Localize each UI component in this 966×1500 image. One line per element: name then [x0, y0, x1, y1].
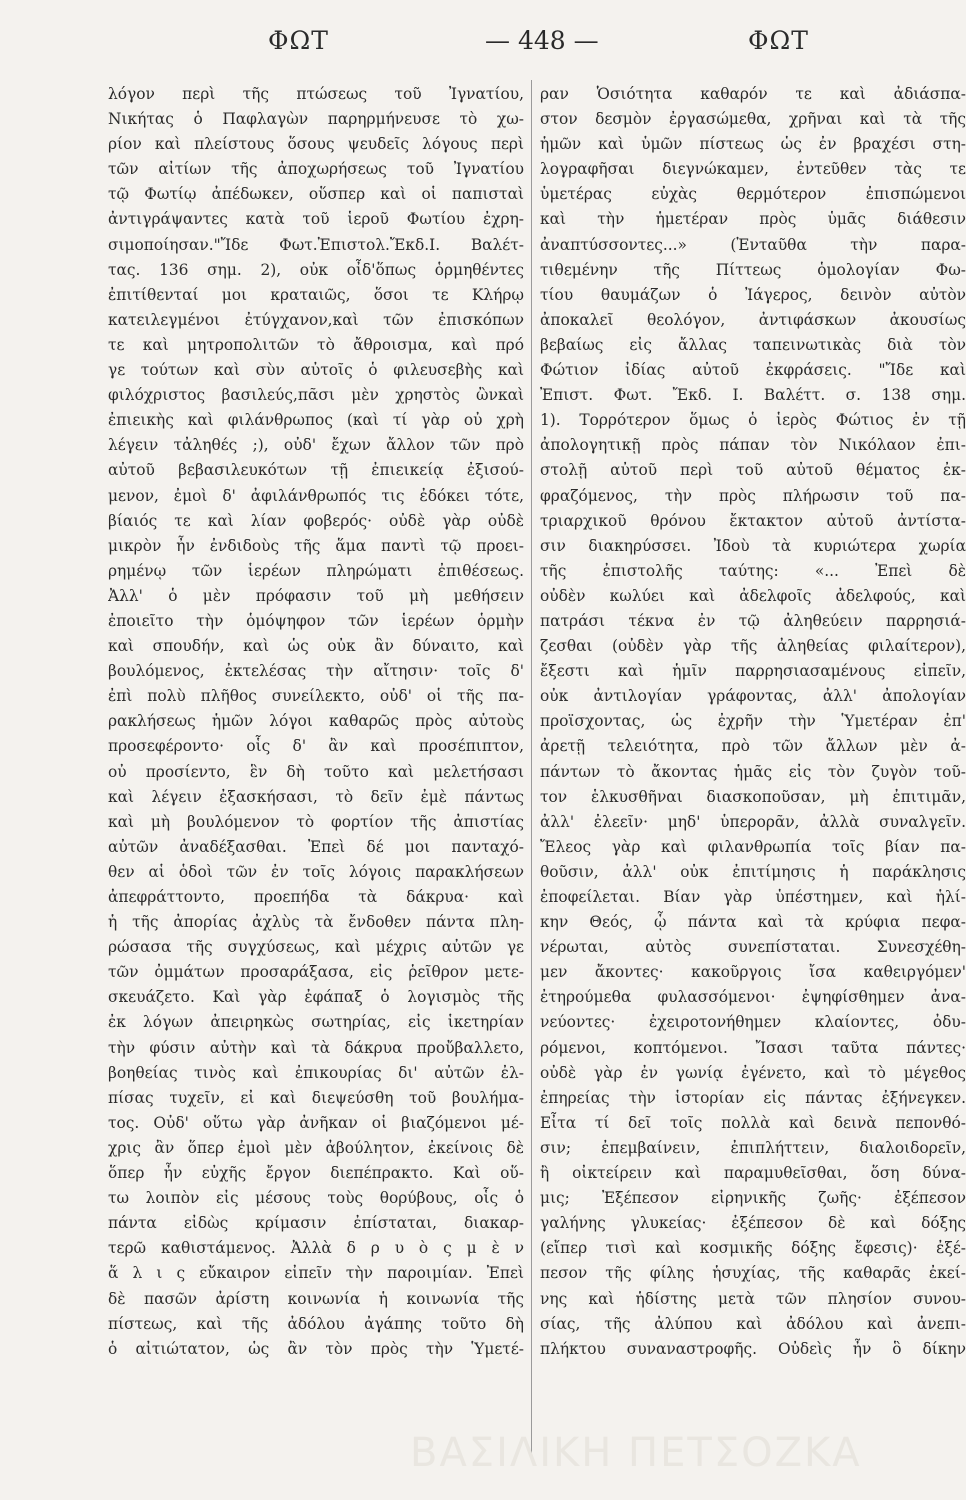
text-line: ἀντιγράψαντες κατὰ τοῦ ἱεροῦ Φωτίου ἐχρη- [108, 210, 524, 229]
text-line: ρίον καὶ πλείστους ὅσους ψευδεῖς λόγους περὶ [108, 135, 524, 154]
text-line: ἡμῶν καὶ ὑμῶν πίστεως ὡς ἐν βραχέσι στη- [540, 135, 966, 154]
text-line: στολῇ αὐτοῦ περὶ τοῦ αὐτοῦ θέματος ἐκ- [540, 461, 966, 480]
text-line: οὐκ ἀντιλογίαν γράφοντας, ἀλλ' ἀπολογίαν [540, 687, 966, 706]
text-line: ἐτηρούμεθα φυλασσόμενοι· ἐψηφίσθημεν ἀνα- [540, 988, 966, 1007]
text-line: ραν Ὁσιότητα καθαρόν τε καὶ ἀδιάσπα- [540, 85, 966, 103]
text-line: πίστεως, καὶ τῆς ἀδόλου ἀγάπης τοῦτο δὴ [108, 1314, 524, 1333]
text-line: πίσας τυχεῖν, εἰ καὶ διεψεύσθη τοῦ βουλήμα- [108, 1088, 524, 1107]
text-line: τῷ Φωτίῳ ἀπέδωκεν, οὕσπερ καὶ οἱ παπισταὶ [108, 185, 524, 204]
text-line: προσεφέροντο· οἷς δ' ἂν καὶ προσέπιπτον, [108, 737, 524, 756]
text-line: θοῦσιν, ἀλλ' οὐκ ἐπιτίμησις ἡ παράκλησις [540, 862, 966, 881]
text-line: τος. Οὐδ' οὕτω γὰρ ἀνῆκαν οἱ βιαζόμενοι μέ- [108, 1113, 524, 1132]
text-line: οὐ προσίεντο, ἓν δὴ τοῦτο καὶ μελετήσασι [108, 762, 524, 781]
text-line: ὁ αἰτιώτατον, ὡς ἂν τὸν πρὸς τὴν Ὑμετέ- [108, 1339, 524, 1358]
text-line: Ἀλλ' ὁ μὲν πρόφασιν τοῦ μὴ μεθήσειν [108, 586, 524, 605]
left-text-column [108, 82, 524, 1462]
text-line: καὶ τὴν ἡμετέραν πρὸς ὑμᾶς διάθεσιν [540, 210, 966, 229]
text-line: προϊσχοντας, ὡς ἐχρῆν τὴν Ὑμετέραν ἐπ' [540, 712, 966, 731]
watermark: ΒΑΣΙΛΙΚΗ ΠΕΤΣΟΖΚΑ [410, 1430, 862, 1476]
text-line: τῶν αἰτίων τῆς ἀποχωρήσεως τοῦ Ἰγνατίου [108, 160, 524, 179]
text-line: σιν διακηρύσσει. Ἰδοὺ τὰ κυριώτερα χωρία [540, 536, 966, 555]
text-line: ἐπιτίθενταί μοι κραταιῶς, ὅσοι τε Κλήρῳ [108, 285, 524, 304]
text-line: σιν; ἐπεμβαίνειν, ἐπιπλήττειν, διαλοιδορεῖν, [540, 1138, 966, 1157]
text-line: τας. 136 σημ. 2), οὐκ οἶδ'ὅπως ὁρμηθέντες [108, 260, 524, 279]
header-left-headword: ΦΩΤ [268, 26, 329, 55]
text-line: ρακλήσεως ἡμῶν λόγοι καθαρῶς πρὸς αὐτοὺς [108, 712, 524, 731]
text-line: ἅ λ ι ς εὔκαιρον εἰπεῖν τὴν παροιμίαν. Ἐπεὶ [108, 1264, 524, 1283]
text-line: ρόμενοι, κοπτόμενοι. Ἴσασι ταῦτα πάντες· [540, 1038, 966, 1057]
text-line: ὅπερ ἦν εὐχῆς ἔργον διεπέπρακτο. Καὶ οὕ- [108, 1164, 524, 1183]
text-line: τον ἑλκυσθῆναι διασκοποῦσαν, μὴ ἐπιτιμᾶν, [540, 787, 966, 806]
text-line: ρώσασα τῆς συγχύσεως, καὶ μέχρις αὐτῶν γε [108, 938, 524, 957]
text-line: τῶν ὀμμάτων προσαράξασα, εἰς ῥεῖθρον μετε- [108, 963, 524, 982]
text-line: πάντα εἰδὼς κρίμασιν ἐπίσταται, διακαρ- [108, 1214, 524, 1233]
text-line: ἐπηρείας τὴν ἱστορίαν εἰς πάντας ἐξήνεγκεν. [540, 1088, 966, 1107]
text-line: γαλήνης γλυκείας· ἐξέπεσον δὲ καὶ δόξης [540, 1214, 966, 1233]
text-line: πατράσι τέκνα ἐν τῷ ἀληθεύειν παρρησιά- [540, 611, 966, 630]
text-line: ἐπιεικὴς καὶ φιλάνθρωπος (καὶ τί γὰρ οὐ χρὴ [108, 411, 524, 430]
text-line: τιθεμένην τῆς Πίττεως ὁμολογίαν Φω- [540, 260, 966, 279]
text-line: πλήκτου συναναστροφῆς. Οὐδεὶς ἦν ὃ δίκην [540, 1339, 966, 1358]
text-line: ἀπολογητικῇ πρὸς πάπαν τὸν Νικόλαον ἐπι- [540, 436, 966, 455]
text-line: ἐκ λόγων ἀπειρηκὼς σωτηρίας, εἰς ἱκετηρίαν [108, 1013, 524, 1032]
text-line: δὲ πασῶν ἀρίστη κοινωνία ἡ κοινωνία τῆς [108, 1289, 524, 1308]
text-line: ἐποφείλεται. Βίαν γὰρ ὑπέστημεν, καὶ ἡλί- [540, 888, 966, 906]
header-right-headword: ΦΩΤ [748, 26, 809, 55]
text-line: ἀναπτύσσοντες...» (Ἐνταῦθα τὴν παρα- [540, 235, 966, 254]
text-line: νέρωται, αὐτὸς συνεπίσταται. Συνεσχέθη- [540, 938, 966, 957]
text-line: ρημένῳ τῶν ἱερέων πληρώματι ἐπιθέσεως. [108, 561, 524, 580]
text-line: ἐποιεῖτο τὴν ὁμόψηφον τῶν ἱερέων ὁρμὴν [108, 611, 524, 630]
text-line: 1). Τορρότερον ὅμως ὁ ἱερὸς Φώτιος ἐν τῇ [540, 411, 966, 430]
text-line: Νικήτας ὁ Παφλαγὼν παρηρμήνευσε τὸ χω- [108, 110, 524, 129]
text-line: νης καὶ ἡδίστης μετὰ τῶν πλησίον συνου- [540, 1289, 966, 1308]
text-line: Φώτιον ἰδίας αὐτοῦ ἐκφράσεις. "Ἴδε καὶ [540, 361, 966, 380]
text-line: σιμοποίησαν."Ἴδε Φωτ.Ἐπιστολ.Ἔκδ.Ι. Βαλέτ- [108, 235, 524, 254]
text-line: καὶ λέγειν ἐξασκήσασι, τὸ δεῖν ἐμὲ πάντως [108, 787, 524, 806]
text-line: μις; Ἐξέπεσον εἰρηνικῆς ζωῆς· ἐξέπεσον [540, 1189, 966, 1208]
text-line: βεβαίως εἰς ἄλλας ταπεινωτικὰς διὰ τὸν [540, 335, 966, 354]
text-line: ἀρετῇ τελειότητα, πρὸ τῶν ἄλλων μὲν ἀ- [540, 737, 966, 756]
text-line: τριαρχικοῦ θρόνου ἔκτακτον αὐτοῦ ἀντίστα- [540, 511, 966, 530]
page-header [0, 26, 966, 66]
text-line: καὶ σπουδήν, καὶ ὡς οὐκ ἂν δύναιτο, καὶ [108, 637, 524, 656]
text-line: πάντων τὸ ἄκοντας ἡμᾶς εἰς τὸν ζυγὸν τοῦ- [540, 762, 966, 781]
text-line: τίου θαυμάζων ὁ Ἰάγερος, δεινὸν αὐτὸν [540, 285, 966, 304]
text-line: λογραφῆσαι διεγνώκαμεν, ἐντεῦθεν τὰς τε [540, 160, 966, 179]
text-line: ἀπεφράττοντο, προεπήδα τὰ δάκρυα· καὶ [108, 888, 524, 906]
text-line: χρις ἂν ὅπερ ἐμοὶ μὲν ἀβούλητον, ἐκείνοις δὲ [108, 1138, 524, 1157]
text-line: τερῶ καθιστάμενος. Ἀλλὰ δ ρ υ ὸ ς μ ὲ ν [108, 1239, 524, 1258]
text-line: αὐτοῦ βεβασιλευκότων τῇ ἐπιεικείᾳ ἐξισού- [108, 461, 524, 480]
text-line: οὐδὲν κωλύει καὶ ἀδελφοῖς ἀδελφούς, καὶ [540, 586, 966, 605]
text-line: οὐδὲ γὰρ ἐν γωνίᾳ ἐγένετο, καὶ τὸ μέγεθος [540, 1063, 966, 1082]
text-line: θεν αἱ ὁδοὶ τῶν ἐν τοῖς λόγοις παρακλήσεων [108, 862, 524, 881]
text-line: καὶ μὴ βουλόμενον τὸ φορτίον τῆς ἀπιστίας [108, 812, 524, 831]
text-line: λόγον περὶ τῆς πτώσεως τοῦ Ἰγνατίου, [108, 85, 524, 103]
text-line: ἀλλ' ἐλεεῖν· μηδ' ὑπερορᾶν, ἀλλὰ συναλγεῖν. [540, 812, 966, 831]
text-line: μενον, ἐμοὶ δ' ἀφιλάνθρωπός τις ἐδόκει τότε, [108, 486, 524, 505]
right-text-column [540, 82, 966, 1462]
text-line: βίαιός τε καὶ λίαν φοβερός· οὐδὲ γὰρ οὐδὲ [108, 511, 524, 530]
text-line: κην Θεός, ᾧ πάντα καὶ τὰ κρύφια πεφα- [540, 913, 966, 932]
text-line: ζεσθαι (οὐδὲν γὰρ τῆς ἀληθείας φιλαίτερον), [540, 637, 966, 656]
text-line: αὐτῶν ἀναδέξασθαι. Ἐπεὶ δέ μοι πανταχό- [108, 837, 524, 856]
text-line: Ἔλεος γὰρ καὶ φιλανθρωπία τοῖς βίαν πα- [540, 837, 966, 856]
text-line: σίας, τῆς ἀλύπου καὶ ἀδόλου καὶ ἀνεπι- [540, 1314, 966, 1333]
text-line: τὴν φύσιν αὐτὴν καὶ τὰ δάκρυα προὔβαλλετο, [108, 1038, 524, 1057]
text-line: νεύοντες· ἐχειροτονήθημεν κλαίοντες, ὀδυ- [540, 1013, 966, 1032]
text-line: φιλόχριστος βασιλεύς,πᾶσι μὲν χρηστὸς ὢνκαὶ [108, 386, 524, 405]
text-line: λέγειν τἀληθές ;), οὐδ' ἔχων ἄλλον τῶν πρὸ [108, 436, 524, 455]
text-line: (εἴπερ τισὶ καὶ κοσμικῆς δόξης ἔφεσις)· ἐξέ- [540, 1239, 966, 1258]
text-line: τῆς ἐπιστολῆς ταύτης: «... Ἐπεὶ δὲ [540, 561, 966, 580]
text-line: Ἐπιστ. Φωτ. Ἔκδ. Ι. Βαλέττ. σ. 138 σημ. [540, 386, 966, 405]
text-line: μικρὸν ἦν ἐνδιδοὺς τῆς ἅμα παντὶ τῷ προει- [108, 536, 524, 555]
text-line: κατειλεγμένοι ἐτύγχανον,καὶ τῶν ἐπισκόπων [108, 310, 524, 329]
text-line: τω λοιπὸν εἰς μέσους τοὺς θορύβους, οἷς ὁ [108, 1189, 524, 1208]
text-line: τε καὶ μητροπολιτῶν τὸ ἄθροισμα, καὶ πρό [108, 335, 524, 354]
text-line: γε τούτων καὶ σὺν αὐτοῖς ὁ φιλευσεβὴς καὶ [108, 361, 524, 380]
text-line: πεσον τῆς φίλης ἡσυχίας, τῆς καθαρᾶς ἐκεί- [540, 1264, 966, 1283]
text-line: ἢ οἰκτείρειν καὶ παραμυθεῖσθαι, ὅση δύνα- [540, 1164, 966, 1183]
text-line: Εἶτα τί δεῖ τοῖς πολλὰ καὶ δεινὰ πεπονθό- [540, 1113, 966, 1132]
text-line: φραζόμενος, τὴν πρὸς πλήρωσιν τοῦ πα- [540, 486, 966, 505]
text-line: στον δεσμὸν ἐργασώμεθα, χρῆναι καὶ τὰ τῆς [540, 110, 966, 129]
text-line: σκευάζετο. Καὶ γὰρ ἐφάπαξ ὁ λογισμὸς τῆς [108, 988, 524, 1007]
page-number: — 448 — [485, 26, 599, 55]
text-line: ἐπὶ πολὺ πλῆθος συνείλεκτο, οὐδ' οἱ τῆς πα- [108, 687, 524, 706]
text-line: ἀποκαλεῖ θεολόγον, ἀντιφάσκων ἀκουσίως [540, 310, 966, 329]
text-line: βοηθείας τινὸς καὶ ἐπικουρίας δι' αὐτῶν ἐλ- [108, 1063, 524, 1082]
text-line: βουλόμενος, ἐκτελέσας τὴν αἴτησιν· τοῖς δ' [108, 662, 524, 681]
column-divider [531, 80, 532, 1460]
text-line: ὑμετέρας εὐχὰς θερμότερον ἐπισπώμενοι [540, 185, 966, 204]
text-line: ἔξεστι καὶ ἡμῖν παρρησιασαμένους εἰπεῖν, [540, 662, 966, 681]
text-line: μεν ἄκοντες· κακοῦργοις ἴσα καθειργόμεν' [540, 963, 966, 982]
text-line: ἡ τῆς ἀπορίας ἀχλὺς τὰ ἔνδοθεν πάντα πλη- [108, 913, 524, 932]
